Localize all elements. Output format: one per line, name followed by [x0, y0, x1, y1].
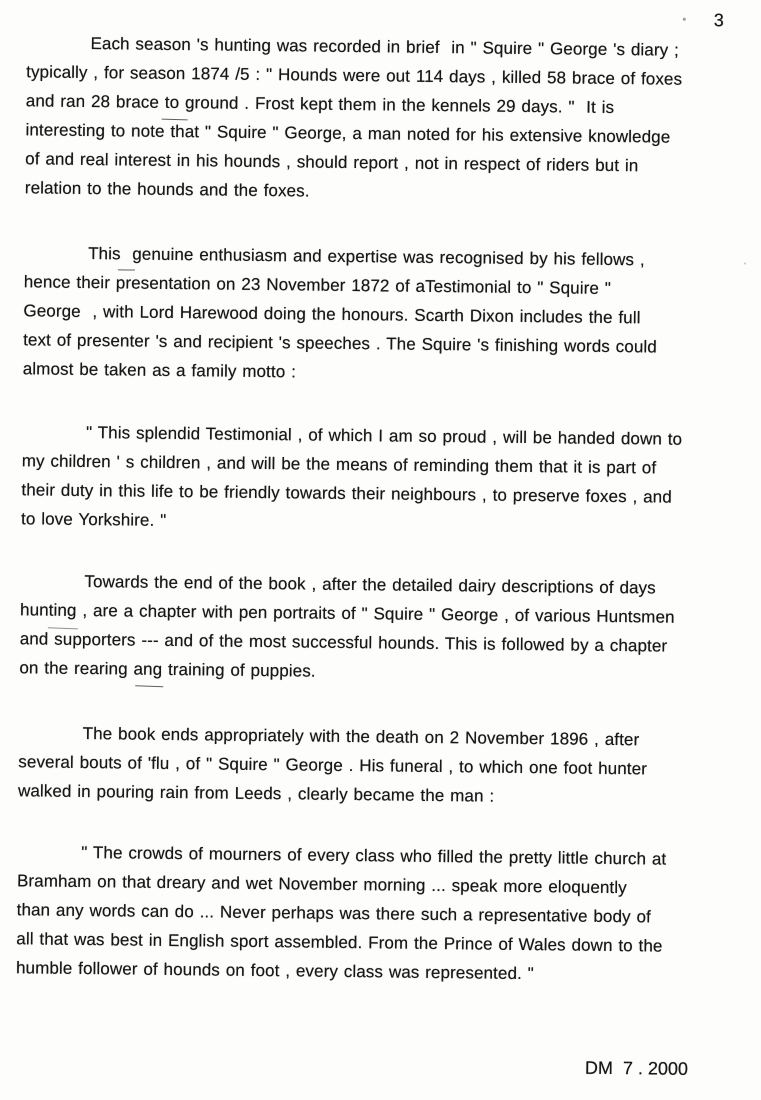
scan-speck [744, 262, 746, 264]
text-line: text of presenter 's and recipient 's speeches . The Squire 's finishing words could [23, 330, 657, 357]
text-line: typically , for season 1874 /5 : " Hounds were out 114 days , killed 58 brace of foxes [26, 62, 683, 89]
text-line: humble follower of hounds on foot , every class was represented. " [15, 958, 534, 984]
paragraph-motto-quote [21, 417, 761, 541]
scan-speck [683, 18, 686, 21]
text-line: walked in pouring rain from Leeds , clearly became the man : [17, 781, 495, 806]
text-line: Each season 's hunting was recorded in brief in " Squire " George 's diary ; [90, 34, 680, 60]
text-line: of and real interest in his hounds , should report , not in respect of riders but in [25, 149, 639, 176]
text-line: several bouts of 'flu , of " Squire " George . His funeral , to which one foot hunter [18, 752, 648, 779]
scan-underline-artifact [135, 685, 163, 687]
text-line: relation to the hounds and the foxes. [24, 178, 310, 201]
text-line: Bramham on that dreary and wet November morning ... speak more eloquently [16, 871, 627, 898]
paragraph-book-end [19, 566, 760, 690]
text-line: hunting , are a chapter with pen portraits of " Squire " George , of various Huntsmen [19, 600, 675, 627]
text-line: on the rearing ang training of puppies. [19, 658, 316, 681]
text-line: and ran 28 brace to ground . Frost kept them in the kennels 29 days. " It is [25, 91, 615, 117]
text-line: hence their presentation on 23 November 1872 of aTestimonial to " Squire " [23, 272, 612, 298]
paragraph-testimonial [23, 238, 761, 391]
text-line: Towards the end of the book , after the detailed dairy descriptions of days [84, 571, 656, 598]
text-line: interesting to note that " Squire " George, a man noted for his extensive knowledge [25, 120, 671, 147]
text-line: almost be taken as a family motto : [22, 359, 297, 382]
text-line: all that was best in English sport assembled. From the Prince of Wales down to the [16, 929, 663, 956]
scan-underline-artifact [118, 269, 135, 270]
date-stamp: DM 7 . 2000 [584, 1057, 689, 1079]
paragraph-death [18, 718, 759, 813]
paragraph-season-diary [25, 28, 761, 210]
page-number: 3 [713, 10, 724, 31]
text-line: The book ends appropriately with the death on 2 November 1896 , after [82, 723, 640, 750]
text-line: their duty in this life to be friendly towards their neighbours , to preserve foxes , and [21, 480, 672, 507]
paragraph-funeral-quote [16, 837, 758, 990]
text-line: This genuine enthusiasm and expertise was recognised by his fellows , [88, 244, 645, 270]
text-line: than any words can do ... Never perhaps was there such a representative body of [16, 900, 651, 927]
text-line: George , with Lord Harewood doing the honours. Scarth Dixon includes the full [23, 301, 641, 328]
text-line: " The crowds of mourners of every class who filled the pretty little church at [81, 842, 667, 869]
text-line: and supporters --- and of the most successful hounds. This is followed by a chapter [19, 629, 668, 656]
text-line: to love Yorkshire. " [21, 509, 167, 530]
text-line: my children ' s children , and will be the means of reminding them that it is part of [21, 451, 657, 478]
text-line: " This splendid Testimonial , of which I am so proud , will be handed down to [85, 423, 683, 449]
